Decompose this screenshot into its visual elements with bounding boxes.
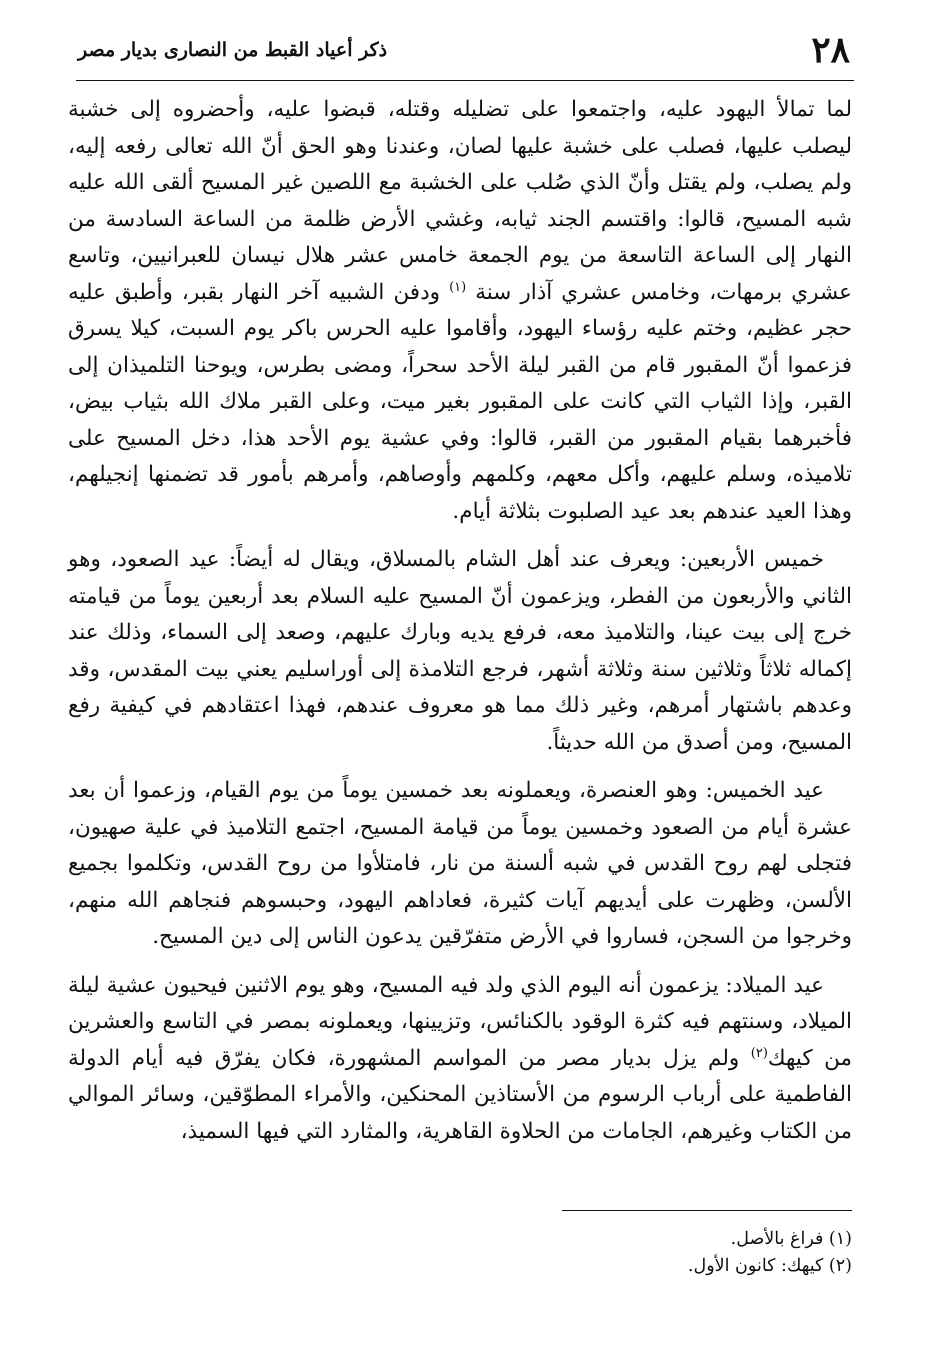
paragraph-christmas — [68, 968, 852, 1151]
text-line: ولم يصلب، ولم يقتل وأنّ الذي صُلب على الخشبة مع اللصين غير المسيح ألقى الله عليه — [68, 170, 852, 195]
running-head — [78, 28, 850, 72]
text-line: قيامته خرج إلى بيت عينا، والتلاميذ معه، فرفع يديه وبارك عليهم، وصعد إلى السماء، — [68, 583, 852, 645]
text-line: منهم، وخرجوا من السجن، فساروا في الأرض متفرّقين يدعون الناس إلى دين المسيح. — [68, 887, 852, 949]
paragraph-ascension-thursday — [68, 542, 852, 761]
text-line: وهو الثاني والأربعون من الفطر، ويزعمون أنّ المسيح عليه السلام بعد أربعين يوماً من — [68, 547, 853, 609]
text-line: الثياب التي كانت على المقبور بغير ميت، وعلى القبر ملاك الله بثياب بيض، فأخبرهما بقيام — [68, 389, 852, 451]
text-line: عيد الميلاد: يزعمون أنه اليوم الذي ولد فيه المسيح، وهو يوم الاثنين فيحيون عشية — [106, 972, 824, 998]
paragraph-crucifixion — [68, 92, 852, 530]
footnote-rule — [562, 1210, 852, 1211]
text-line: عظيم، وختم عليه رؤساء اليهود، وأقاموا عليه الحرس باكر يوم السبت، كيلا يسرق فزعموا — [68, 316, 852, 378]
footnote-1: (١) فراغ بالأصل. — [730, 1229, 852, 1249]
header-rule — [76, 80, 854, 81]
text-line: إلى الساعة التاسعة من يوم الجمعة خامس عشر هلال نيسان للعبرانيين، وتاسع عشري — [68, 243, 852, 305]
text-line: برمهات، وخامس عشري آذار سنة — [475, 279, 783, 305]
running-title: ذكر أعياد القبط من النصارى بديار مصر — [78, 39, 388, 61]
text-line: ولم يزل بديار مصر من المواسم المشهورة، فكان يفرّق فيه أيام — [131, 1045, 740, 1071]
text-line: ليصلب عليها، فصلب على خشبة عليها لصان، وعندنا وهو الحق أنّ الله تعالى رفعه إليه، — [68, 133, 852, 159]
text-line: عندهم بعد عيد الصلبوت بثلاثة أيام. — [452, 498, 759, 524]
text-line: صهيون، فتجلى لهم روح القدس في شبه ألسنة من نار، فامتلأوا من روح القدس، وتكلموا — [68, 814, 852, 876]
text-line: لما تمالأ اليهود عليه، واجتمعوا على تضليله وقتله، قبضوا عليه، وأحضروه إلى خشبة — [68, 97, 852, 122]
text-line: شبه المسيح، قالوا: واقتسم الجند ثيابه، وغشي الأرض ظلمة من الساعة السادسة من النهار — [68, 206, 852, 268]
footnote-2: (٢) كيهك: كانون الأول. — [687, 1256, 852, 1276]
text-line: الموالي من الكتاب وغيرهم، الجامات من الحلاوة القاهرية، والمثارد التي فيها السميذ، — [68, 1082, 852, 1144]
text-line: بعد عشرة أيام من الصعود وخمسين يوماً من قيامة المسيح، اجتمع التلاميذ في علية — [68, 778, 852, 840]
footnote-ref-1[interactable]: (١) — [449, 279, 467, 295]
text-line: أنّ المقبور قام من القبر ليلة الأحد سحراً، ومضى بطرس، ويوحنا التلميذان إلى القبر، وإذا — [68, 352, 852, 414]
footnotes — [152, 1226, 852, 1280]
text-line: خميس الأربعين: ويعرف عند أهل الشام بالمسلاق، ويقال له أيضاً: عيد الصعود، — [110, 547, 824, 572]
text-line: المقبور من القبر، قالوا: وفي عشية يوم الأحد هذا، دخل المسيح على تلاميذه، وسلم — [68, 425, 852, 487]
text-line: الدولة الفاطمية على أرباب الرسوم من الأستاذين المحنكين، والأمراء المطوّقين، وسائر — [68, 1045, 852, 1107]
page-number: ٢٨ — [811, 29, 850, 71]
text-line: في كيفية رفع المسيح، ومن أصدق من الله حديثاً. — [68, 693, 852, 755]
body-text — [68, 92, 852, 1150]
text-line: بجميع الألسن، وظهرت على أيديهم آيات كثيرة، فعاداهم اليهود، وحبسوهم فنجاهم الله — [68, 851, 852, 913]
text-line: والعشرين من كيهك — [68, 1009, 852, 1071]
text-line: ودفن الشبيه آخر النهار بقبر، وأطبق عليه حجر — [68, 279, 852, 341]
text-line: عليهم، وأكل معهم، وكلمهم وأوصاهم، وأمرهم بأمور قد تضمنها إنجيلهم، وهذا العيد — [68, 462, 852, 524]
text-line: المقدس، وقد وعدهم باشتهار أمرهم، وغير ذلك مما هو معروف عندهم، فهذا اعتقادهم — [68, 656, 852, 718]
paragraph-pentecost — [68, 773, 852, 956]
footnote-ref-2[interactable]: (٢) — [750, 1045, 768, 1061]
text-line: عيد الخميس: وهو العنصرة، ويعملونه بعد خمسين يوماً من يوم القيام، وزعموا أن — [103, 778, 824, 803]
text-line: ليلة الميلاد، وسنتهم فيه كثرة الوقود بالكنائس، وتزيينها، ويعملونه بمصر في التاسع — [68, 972, 852, 1034]
text-line: وذلك عند إكماله ثلاثاً وثلاثين سنة وثلاثة أشهر، فرجع التلامذة إلى أوراسليم يعني بيت — [68, 620, 852, 682]
